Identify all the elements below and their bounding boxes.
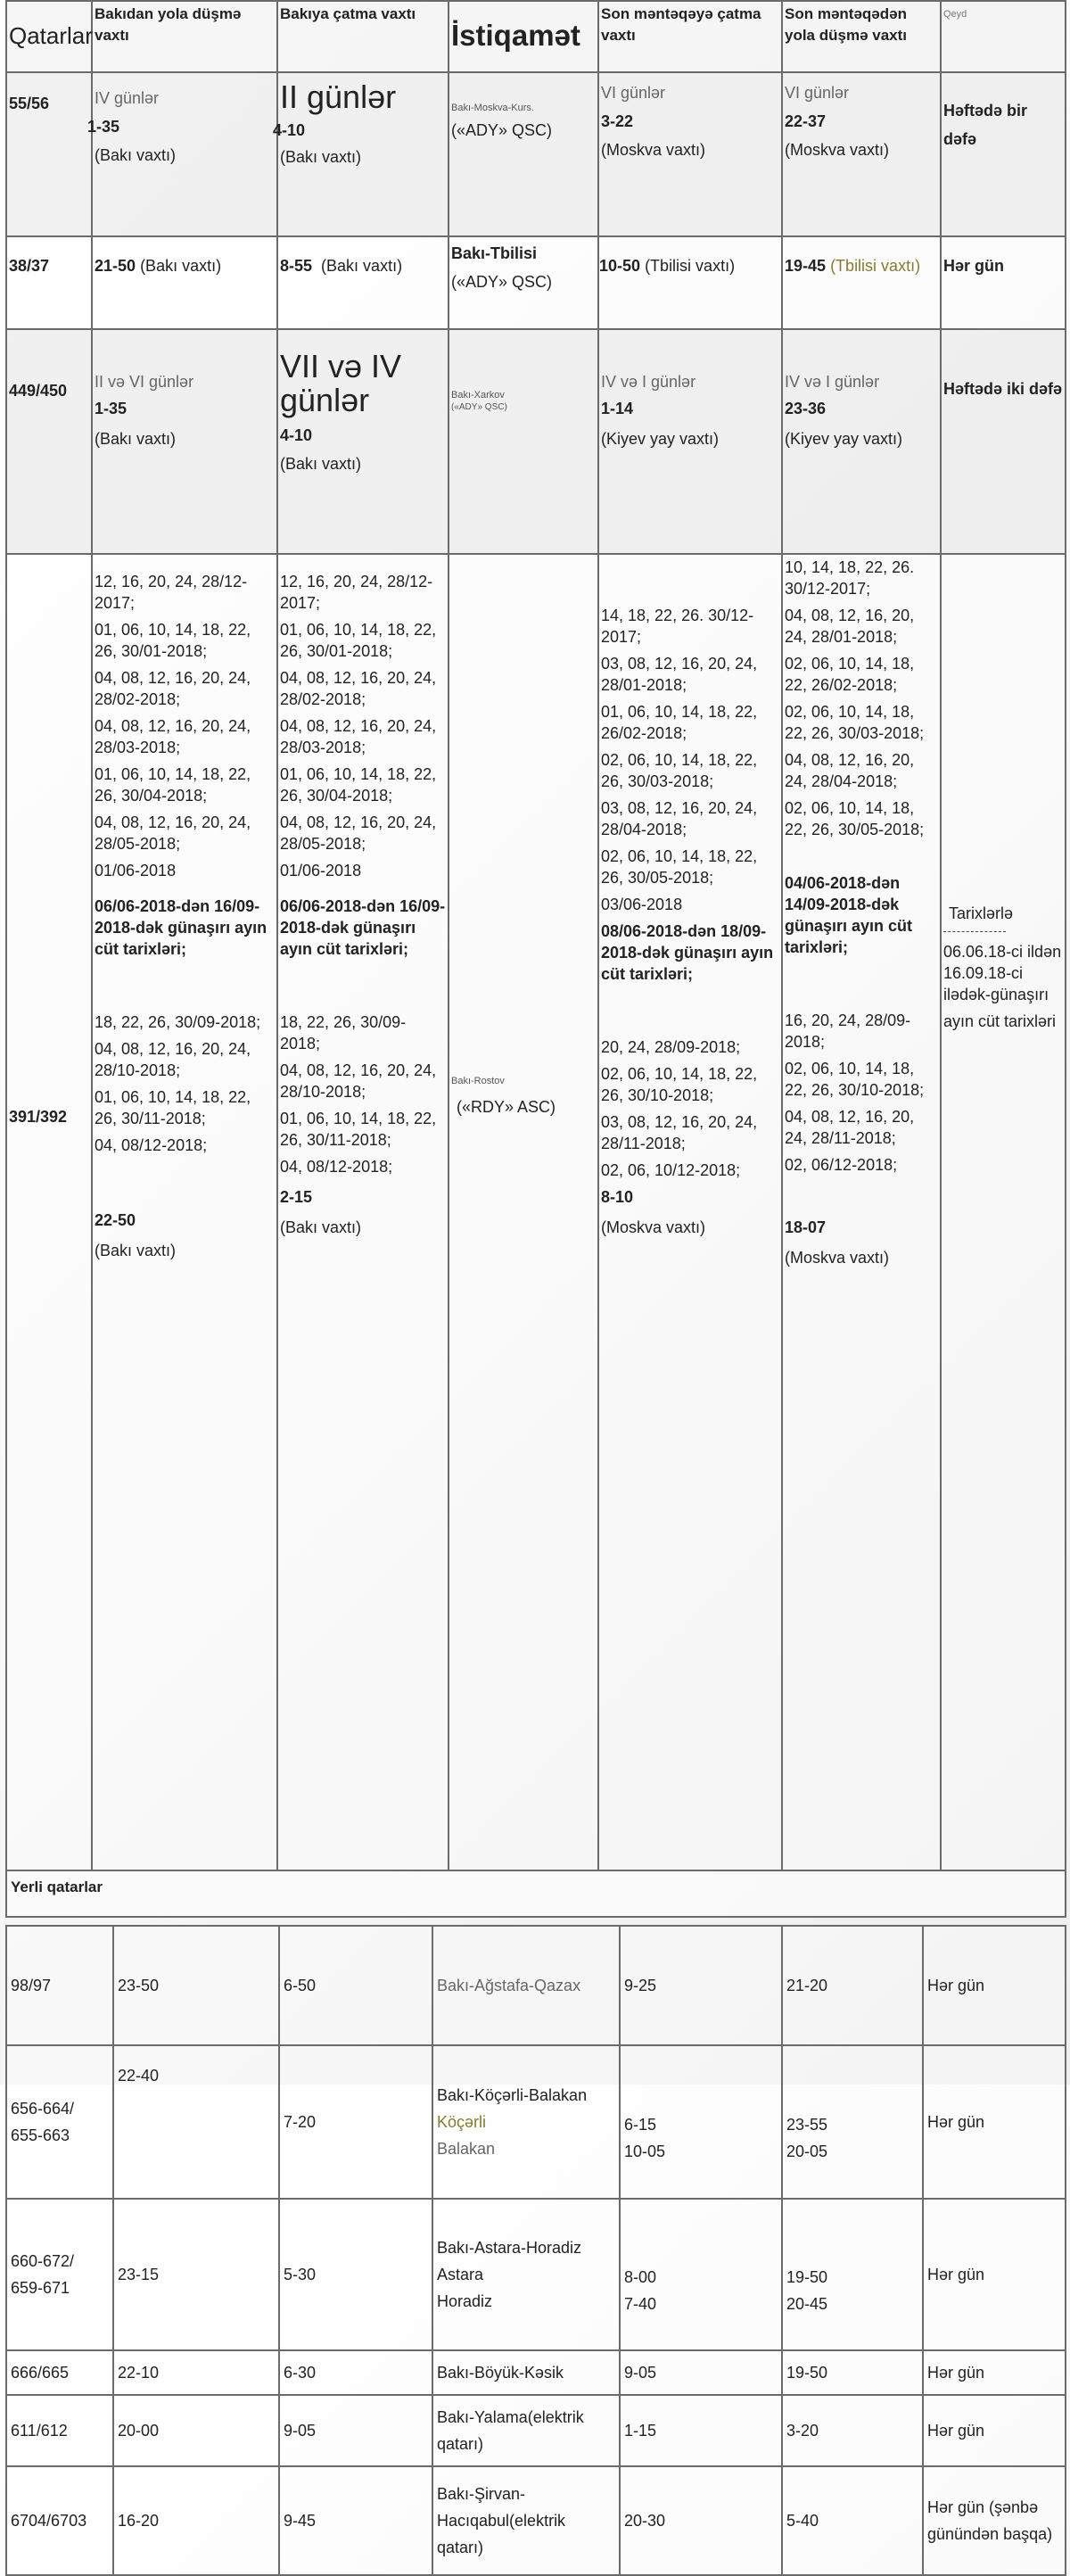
departure-time: 22-10 bbox=[113, 2350, 279, 2395]
date-list-item: 02, 06, 10, 14, 18, 22, 26, 30/10-2018; bbox=[785, 1060, 925, 1099]
date-list-item: 02, 06/12-2018; bbox=[785, 1156, 898, 1174]
final-departure-time: 19-50 bbox=[782, 2350, 923, 2395]
date-list-item: 02, 06, 10, 14, 18, 22, 26, 30/03-2018; bbox=[601, 751, 758, 790]
header-arrival-final: Son məntəqəyə çatma vaxtı bbox=[598, 1, 782, 72]
departure-dates-cell: 12, 16, 20, 24, 28/12-2017; 01, 06, 10, 14, 18, 22, 26, 30/01-2018; 04, 08, 12, 16, 20, 24, 28/02-2018; 04, 08, 12, 16, 20, 24, 28/03-2018; 01, 06, 10, 14, 18, 22, 26, 30/04-2018; 04, 08, 12, 16, 20, 24, 28/05-2018; 01/06-2018 06/06-2018-dən 16/09-2018-dək günaşırı ayın cüt tarixləri; 18, 22, 26, 30/09-2018; 04, 08, 12, 16, 20, 24, 28/10-2018; 01, 06, 10, 14, 18, 22, 26, 30/11-2018; 04, 08/12-2018; 22-50 (Bakı vaxtı) bbox=[92, 554, 277, 1870]
train-number: 656-664/ 655-663 bbox=[6, 2045, 113, 2199]
date-list-item: 01, 06, 10, 14, 18, 22, 26, 30/04-2018; bbox=[95, 765, 251, 805]
final-arrival-cell: VI günlər 3-22 (Moskva vaxtı) bbox=[598, 72, 782, 236]
train-number: 38/37 bbox=[6, 236, 92, 329]
final-arrival-time: 1-15 bbox=[620, 2395, 782, 2466]
note: Hər gün bbox=[923, 2350, 1066, 2395]
route-cell: Bakı-Xarkov («ADY» QSC) bbox=[449, 329, 598, 554]
final-arrival-time: 9-05 bbox=[620, 2350, 782, 2395]
local-trains-heading: Yerli qatarlar bbox=[6, 1870, 1066, 1917]
arrival-time: 6-30 bbox=[279, 2350, 432, 2395]
departure-time: 16-20 bbox=[113, 2466, 279, 2575]
date-list-item: 04, 08, 12, 16, 20, 24, 28/01-2018; bbox=[785, 607, 915, 646]
train-number: 98/97 bbox=[6, 1926, 113, 2045]
date-list-item: 20, 24, 28/09-2018; bbox=[601, 1038, 741, 1056]
header-arrival-baku: Bakıya çatma vaxtı bbox=[277, 1, 449, 72]
train-number: 660-672/ 659-671 bbox=[6, 2199, 113, 2350]
date-list-item: 02, 06, 10, 14, 18, 22, 26, 30/10-2018; bbox=[601, 1065, 758, 1104]
date-list-item: 01/06-2018 bbox=[280, 862, 362, 879]
departure-time: 20-00 bbox=[113, 2395, 279, 2466]
table-row bbox=[6, 2466, 1066, 2575]
final-departure-cell: 19-45 (Tbilisi vaxtı) bbox=[782, 236, 941, 329]
header-departure-baku: Bakıdan yola düşmə vaxtı bbox=[92, 1, 277, 72]
note: Hər gün bbox=[923, 2199, 1066, 2350]
date-list-item: 01/06-2018 bbox=[95, 862, 177, 879]
date-list-item: 10, 14, 18, 22, 26. 30/12-2017; bbox=[785, 558, 915, 598]
final-departure-cell: IV və I günlər 23-36 (Kiyev yay vaxtı) bbox=[782, 329, 941, 554]
table-row bbox=[6, 2395, 1066, 2466]
note-cell: Tarixlərlə 06.06.18-ci ildən 16.09.18-ci ilədək-günaşırı ayın cüt tarixləri bbox=[941, 554, 1066, 1870]
date-list-item: 03, 08, 12, 16, 20, 24, 28/11-2018; bbox=[601, 1113, 758, 1152]
date-list-item: 04, 08, 12, 16, 20, 24, 28/02-2018; bbox=[95, 669, 251, 708]
header-departure-final: Son məntəqədən yola düşmə vaxtı bbox=[782, 1, 941, 72]
arrival-cell: VII və IV günlər 4-10 (Bakı vaxtı) bbox=[277, 329, 449, 554]
date-list-item: 04, 08, 12, 16, 20, 24, 28/05-2018; bbox=[280, 813, 437, 853]
date-list-item: 01, 06, 10, 14, 18, 22, 26, 30/01-2018; bbox=[95, 621, 251, 660]
table-row bbox=[6, 72, 1066, 236]
train-number: 449/450 bbox=[6, 329, 92, 554]
final-arrival-cell: IV və I günlər 1-14 (Kiyev yay vaxtı) bbox=[598, 329, 782, 554]
table-row bbox=[6, 2045, 1066, 2199]
table-row bbox=[6, 329, 1066, 554]
table-header bbox=[6, 1, 1066, 72]
table-row bbox=[6, 2199, 1066, 2350]
date-list-item: 02, 06, 10, 14, 18, 22, 26, 30/05-2018; bbox=[601, 847, 758, 887]
note: Hər gün bbox=[923, 2045, 1066, 2199]
departure-cell: II və VI günlər 1-35 (Bakı vaxtı) bbox=[92, 329, 277, 554]
train-number: 611/612 bbox=[6, 2395, 113, 2466]
departure-time: 23-50 bbox=[113, 1926, 279, 2045]
date-list-item: 04, 08, 12, 16, 20, 24, 28/02-2018; bbox=[280, 669, 437, 708]
date-list-item: 18, 22, 26, 30/09-2018; bbox=[280, 1013, 407, 1053]
date-list-item: 04, 08, 12, 16, 20, 24, 28/10-2018; bbox=[280, 1061, 437, 1101]
train-number: 666/665 bbox=[6, 2350, 113, 2395]
date-list-item: 02, 06, 10/12-2018; bbox=[601, 1161, 741, 1179]
date-list-item: 12, 16, 20, 24, 28/12-2017; bbox=[280, 573, 433, 612]
date-list-item: 04, 08, 12, 16, 20, 24, 28/10-2018; bbox=[95, 1040, 251, 1079]
date-list-item: 04, 08, 12, 16, 20, 24, 28/05-2018; bbox=[95, 813, 251, 853]
departure-time: 22-40 bbox=[113, 2045, 279, 2199]
departure-cell: 21-50 (Bakı vaxtı) bbox=[92, 236, 277, 329]
date-list-item: 16, 20, 24, 28/09-2018; bbox=[785, 1011, 911, 1051]
route: Bakı-Astara-Horadiz Astara Horadiz bbox=[432, 2199, 620, 2350]
route-cell: Bakı-Rostov («RDY» ASC) bbox=[449, 554, 598, 1870]
table-row bbox=[6, 236, 1066, 329]
date-list-item: 01, 06, 10, 14, 18, 22, 26, 30/01-2018; bbox=[280, 621, 437, 660]
schedule-page bbox=[5, 0, 1065, 2576]
note: Hər gün bbox=[923, 1926, 1066, 2045]
date-list-item: 02, 06, 10, 14, 18, 22, 26, 30/03-2018; bbox=[785, 703, 925, 742]
date-list-item: 14, 18, 22, 26. 30/12-2017; bbox=[601, 607, 754, 646]
final-departure-time: 5-40 bbox=[782, 2466, 923, 2575]
departure-time: 23-15 bbox=[113, 2199, 279, 2350]
final-departure-time: 23-55 20-05 bbox=[782, 2045, 923, 2199]
date-list-item: 03, 08, 12, 16, 20, 24, 28/01-2018; bbox=[601, 655, 758, 694]
arrival-time: 9-45 bbox=[279, 2466, 432, 2575]
final-departure-time: 19-50 20-45 bbox=[782, 2199, 923, 2350]
arrival-cell: II günlər 4-10 (Bakı vaxtı) bbox=[277, 72, 449, 236]
arrival-dates-cell: 12, 16, 20, 24, 28/12-2017; 01, 06, 10, 14, 18, 22, 26, 30/01-2018; 04, 08, 12, 16, 20, 24, 28/02-2018; 04, 08, 12, 16, 20, 24, 28/03-2018; 01, 06, 10, 14, 18, 22, 26, 30/04-2018; 04, 08, 12, 16, 20, 24, 28/05-2018; 01/06-2018 06/06-2018-dən 16/09-2018-dək günaşırı ayın cüt tarixləri; 18, 22, 26, 30/09-2018; 04, 08, 12, 16, 20, 24, 28/10-2018; 01, 06, 10, 14, 18, 22, 26, 30/11-2018; 04, 08/12-2018; 2-15 (Bakı vaxtı) bbox=[277, 554, 449, 1870]
header-direction: İstiqamət bbox=[449, 1, 598, 72]
train-number: 6704/6703 bbox=[6, 2466, 113, 2575]
final-arrival-time: 20-30 bbox=[620, 2466, 782, 2575]
date-list-item: 04, 08/12-2018; bbox=[95, 1136, 208, 1154]
route: Bakı-Yalama(elektrik qatarı) bbox=[432, 2395, 620, 2466]
date-list-item: 02, 06, 10, 14, 18, 22, 26, 30/05-2018; bbox=[785, 799, 925, 838]
date-list-item: 01, 06, 10, 14, 18, 22, 26, 30/11-2018; bbox=[280, 1110, 437, 1149]
date-list-item: 18, 22, 26, 30/09-2018; bbox=[95, 1013, 261, 1031]
date-list-item: 12, 16, 20, 24, 28/12-2017; bbox=[95, 573, 248, 612]
date-list-item: 04, 08, 12, 16, 20, 24, 28/03-2018; bbox=[280, 717, 437, 756]
table-row bbox=[6, 2350, 1066, 2395]
table-row bbox=[6, 1926, 1066, 2045]
local-trains-table bbox=[5, 1925, 1066, 2576]
route-cell: Bakı-Moskva-Kurs. («ADY» QSC) bbox=[449, 72, 598, 236]
final-arrival-time: 9-25 bbox=[620, 1926, 782, 2045]
final-departure-cell: VI günlər 22-37 (Moskva vaxtı) bbox=[782, 72, 941, 236]
arrival-time: 7-20 bbox=[279, 2045, 432, 2199]
date-list-item: 04, 08, 12, 16, 20, 24, 28/03-2018; bbox=[95, 717, 251, 756]
header-trains: Qatarlar bbox=[6, 1, 92, 72]
final-arrival-time: 8-00 7-40 bbox=[620, 2199, 782, 2350]
route: Bakı-Böyük-Kəsik bbox=[432, 2350, 620, 2395]
train-number: 391/392 bbox=[6, 554, 92, 1870]
table-row bbox=[6, 554, 1066, 1870]
final-arrival-cell: 10-50 (Tbilisi vaxtı) bbox=[598, 236, 782, 329]
train-number: 55/56 bbox=[6, 72, 92, 236]
final-departure-time: 21-20 bbox=[782, 1926, 923, 2045]
date-list-item: 01, 06, 10, 14, 18, 22, 26, 30/11-2018; bbox=[95, 1088, 251, 1127]
final-departure-time: 3-20 bbox=[782, 2395, 923, 2466]
date-list-item: 03, 08, 12, 16, 20, 24, 28/04-2018; bbox=[601, 799, 758, 838]
date-list-item: 02, 06, 10, 14, 18, 22, 26/02-2018; bbox=[785, 655, 915, 694]
date-list-item: 01, 06, 10, 14, 18, 22, 26, 30/04-2018; bbox=[280, 765, 437, 805]
header-note: Qeyd bbox=[941, 1, 1066, 72]
arrival-time: 9-05 bbox=[279, 2395, 432, 2466]
arrival-cell: 8-55 (Bakı vaxtı) bbox=[277, 236, 449, 329]
date-list-item: 04, 08/12-2018; bbox=[280, 1158, 393, 1176]
date-list-item: 04, 08, 12, 16, 20, 24, 28/11-2018; bbox=[785, 1108, 915, 1147]
route: Bakı-Şirvan-Hacıqabul(elektrik qatarı) bbox=[432, 2466, 620, 2575]
arrival-time: 6-50 bbox=[279, 1926, 432, 2045]
route-cell: Bakı-Tbilisi («ADY» QSC) bbox=[449, 236, 598, 329]
note-cell: Həftədə bir dəfə bbox=[941, 72, 1066, 236]
note-cell: Həftədə iki dəfə bbox=[941, 329, 1066, 554]
date-list-item: 03/06-2018 bbox=[601, 896, 683, 913]
date-list-item: 04, 08, 12, 16, 20, 24, 28/04-2018; bbox=[785, 751, 915, 790]
final-departure-dates-cell: 10, 14, 18, 22, 26. 30/12-2017; 04, 08, 12, 16, 20, 24, 28/01-2018; 02, 06, 10, 14, 18, 22, 26/02-2018; 02, 06, 10, 14, 18, 22, 26, 30/03-2018; 04, 08, 12, 16, 20, 24, 28/04-2018; 02, 06, 10, 14, 18, 22, 26, 30/05-2018; 04/06-2018-dən 14/09-2018-dək günaşırı ayın cüt tarixləri; 16, 20, 24, 28/09-2018; 02, 06, 10, 14, 18, 22, 26, 30/10-2018; 04, 08, 12, 16, 20, 24, 28/11-2018; 02, 06/12-2018; 18-07 (Moskva vaxtı) bbox=[782, 554, 941, 1870]
note: Hər gün (şənbə günündən başqa) bbox=[923, 2466, 1066, 2575]
route: Bakı-Köçərli-Balakan Köçərli Balakan bbox=[432, 2045, 620, 2199]
international-trains-table bbox=[5, 0, 1066, 1918]
date-list-item: 01, 06, 10, 14, 18, 22, 26/02-2018; bbox=[601, 703, 758, 742]
final-arrival-time: 6-15 10-05 bbox=[620, 2045, 782, 2199]
arrival-time: 5-30 bbox=[279, 2199, 432, 2350]
note: Hər gün bbox=[923, 2395, 1066, 2466]
departure-cell: IV günlər 1-35 (Bakı vaxtı) bbox=[92, 72, 277, 236]
route: Bakı-Ağstafa-Qazax bbox=[432, 1926, 620, 2045]
note-cell: Hər gün bbox=[941, 236, 1066, 329]
final-arrival-dates-cell: 14, 18, 22, 26. 30/12-2017; 03, 08, 12, 16, 20, 24, 28/01-2018; 01, 06, 10, 14, 18, 22, 26/02-2018; 02, 06, 10, 14, 18, 22, 26, 30/03-2018; 03, 08, 12, 16, 20, 24, 28/04-2018; 02, 06, 10, 14, 18, 22, 26, 30/05-2018; 03/06-2018 08/06-2018-dən 18/09-2018-dək günaşırı ayın cüt tarixləri; 20, 24, 28/09-2018; 02, 06, 10, 14, 18, 22, 26, 30/10-2018; 03, 08, 12, 16, 20, 24, 28/11-2018; 02, 06, 10/12-2018; 8-10 (Moskva vaxtı) bbox=[598, 554, 782, 1870]
local-trains-heading-row bbox=[6, 1870, 1066, 1917]
